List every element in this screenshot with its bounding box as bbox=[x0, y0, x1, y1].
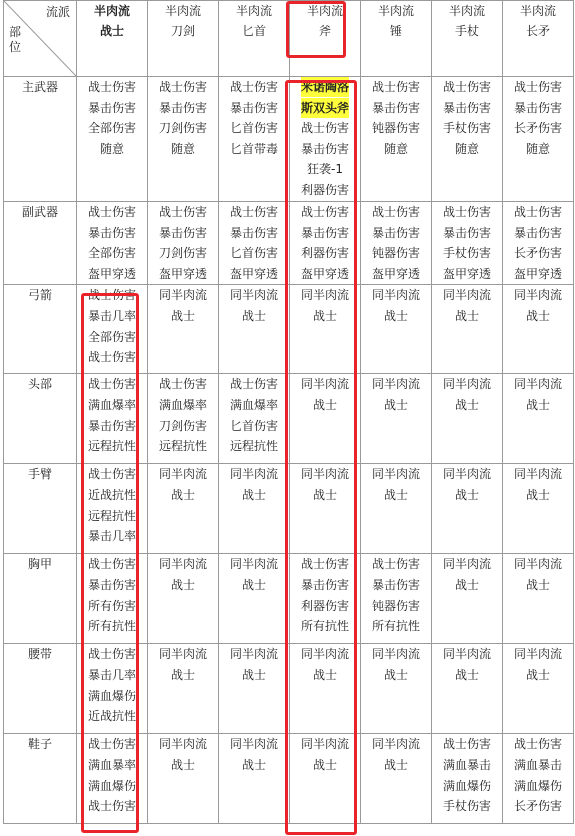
cell-line: 暴击伤害 bbox=[229, 225, 278, 240]
column-header-line: 刀剑 bbox=[170, 24, 195, 38]
cell-line: 暴击伤害 bbox=[87, 577, 136, 592]
cell-line: 长矛伤害 bbox=[513, 121, 562, 136]
cell-line: 随意 bbox=[99, 141, 124, 156]
cell-line: 战士伤害 bbox=[229, 377, 278, 392]
cell-line: 满血暴击 bbox=[513, 757, 562, 772]
cell-line: 战士 bbox=[525, 667, 550, 682]
cell-line: 战士 bbox=[525, 577, 550, 592]
cell-line: 战士 bbox=[241, 308, 266, 323]
cell-line: 暴击伤害 bbox=[87, 100, 136, 115]
table-row-belt bbox=[4, 644, 574, 734]
table-cell-chest-spear bbox=[503, 554, 574, 644]
table-cell-arms-sword bbox=[148, 464, 219, 554]
cell-line: 战士 bbox=[241, 757, 266, 772]
table-cell-head-sword bbox=[148, 374, 219, 464]
cell-line: 远程抗性 bbox=[229, 439, 278, 454]
cell-line: 战士 bbox=[454, 308, 479, 323]
column-header-line: 半肉流 bbox=[448, 4, 485, 18]
table-cell-head-spear bbox=[503, 374, 574, 464]
table-cell-shoes-warrior bbox=[77, 734, 148, 824]
cell-line: 利器伤害 bbox=[300, 598, 349, 613]
cell-line: 同半肉流 bbox=[442, 288, 491, 303]
cell-line: 战士 bbox=[525, 397, 550, 412]
cell-line: 战士 bbox=[454, 577, 479, 592]
cell-line: 同半肉流 bbox=[513, 647, 562, 662]
cell-line: 战士伤害 bbox=[87, 737, 136, 752]
cell-line: 同半肉流 bbox=[229, 647, 278, 662]
cell-line: 战士伤害 bbox=[229, 205, 278, 219]
cell-line: 同半肉流 bbox=[371, 647, 420, 662]
cell-line: 战士 bbox=[170, 577, 195, 592]
cell-line: 战士 bbox=[170, 487, 195, 502]
cell-line: 战士伤害 bbox=[229, 80, 278, 94]
table-cell-shoes-staff bbox=[432, 734, 503, 824]
table-cell-chest-hammer bbox=[361, 554, 432, 644]
cell-line: 近战抗性 bbox=[87, 487, 136, 502]
cell-line: 战士 bbox=[383, 487, 408, 502]
table-cell-main-weapon-warrior bbox=[77, 77, 148, 202]
cell-line: 盔甲穿透 bbox=[158, 266, 207, 281]
corner-label-school: 流派 bbox=[45, 5, 70, 19]
cell-line: 手杖伤害 bbox=[442, 246, 491, 261]
table-cell-chest-dagger bbox=[219, 554, 290, 644]
cell-line: 战士伤害 bbox=[300, 205, 349, 219]
cell-line: 战士 bbox=[312, 667, 337, 682]
cell-line: 战士伤害 bbox=[87, 467, 136, 482]
cell-line: 钝器伤害 bbox=[371, 598, 420, 613]
cell-line: 战士 bbox=[312, 757, 337, 772]
table-row-arms bbox=[4, 464, 574, 554]
table-cell-main-weapon-staff bbox=[432, 77, 503, 202]
cell-line: 暴击伤害 bbox=[300, 577, 349, 592]
column-header-line: 手杖 bbox=[454, 24, 479, 38]
table-cell-head-warrior bbox=[77, 374, 148, 464]
cell-line: 战士 bbox=[312, 487, 337, 502]
cell-line: 同半肉流 bbox=[371, 288, 420, 303]
cell-line: 盔甲穿透 bbox=[229, 266, 278, 281]
column-header-spear bbox=[503, 1, 574, 77]
column-header-axe bbox=[290, 1, 361, 77]
cell-line: 同半肉流 bbox=[442, 647, 491, 662]
table-cell-belt-sword bbox=[148, 644, 219, 734]
cell-line: 战士 bbox=[241, 577, 266, 592]
column-header-line: 斧 bbox=[318, 24, 331, 38]
table-cell-head-axe bbox=[290, 374, 361, 464]
column-header-sword bbox=[148, 1, 219, 77]
table-row-chest bbox=[4, 554, 574, 644]
table-cell-off-weapon-dagger bbox=[219, 202, 290, 285]
cell-line: 同半肉流 bbox=[229, 737, 278, 752]
table-row-off-weapon bbox=[4, 202, 574, 285]
table-cell-bow-warrior bbox=[77, 285, 148, 374]
column-header-warrior bbox=[77, 1, 148, 77]
table-cell-chest-sword bbox=[148, 554, 219, 644]
column-header-line: 半肉流 bbox=[377, 4, 414, 18]
table-cell-bow-sword bbox=[148, 285, 219, 374]
table-row-bow bbox=[4, 285, 574, 374]
cell-line: 同半肉流 bbox=[513, 288, 562, 303]
cell-line: 暴击伤害 bbox=[442, 225, 491, 240]
cell-line: 战士伤害 bbox=[371, 205, 420, 219]
highlighted-item-line bbox=[290, 98, 360, 119]
cell-line: 盔甲穿透 bbox=[87, 266, 136, 281]
cell-line: 满血爆率 bbox=[229, 397, 278, 412]
cell-line: 战士 bbox=[170, 308, 195, 323]
table-cell-belt-axe bbox=[290, 644, 361, 734]
cell-line: 战士 bbox=[454, 397, 479, 412]
cell-line: 暴击几率 bbox=[87, 529, 136, 544]
cell-line: 战士伤害 bbox=[442, 205, 491, 219]
cell-line: 满血爆伤 bbox=[442, 778, 491, 793]
table-cell-bow-staff bbox=[432, 285, 503, 374]
table-cell-belt-warrior bbox=[77, 644, 148, 734]
table-cell-arms-spear bbox=[503, 464, 574, 554]
table-cell-off-weapon-staff bbox=[432, 202, 503, 285]
cell-line: 战士伤害 bbox=[87, 80, 136, 94]
table-cell-arms-hammer bbox=[361, 464, 432, 554]
cell-line: 同半肉流 bbox=[158, 288, 207, 303]
table-cell-off-weapon-hammer bbox=[361, 202, 432, 285]
cell-line: 手杖伤害 bbox=[442, 799, 491, 814]
row-label-arms: 手臂 bbox=[4, 464, 77, 554]
corner-label-slot-line: 位 bbox=[9, 40, 22, 54]
table-row-head bbox=[4, 374, 574, 464]
table-cell-arms-dagger bbox=[219, 464, 290, 554]
cell-line: 钝器伤害 bbox=[371, 246, 420, 261]
cell-line: 战士 bbox=[383, 308, 408, 323]
column-header-dagger bbox=[219, 1, 290, 77]
column-header-line: 半肉流 bbox=[164, 4, 201, 18]
cell-line: 满血爆伤 bbox=[87, 688, 136, 703]
cell-line: 同半肉流 bbox=[513, 557, 562, 572]
table-cell-bow-hammer bbox=[361, 285, 432, 374]
cell-line: 战士伤害 bbox=[513, 80, 562, 94]
table-cell-main-weapon-spear bbox=[503, 77, 574, 202]
cell-line: 随意 bbox=[525, 141, 550, 156]
cell-line: 随意 bbox=[454, 141, 479, 156]
table-cell-shoes-hammer bbox=[361, 734, 432, 824]
cell-line: 刀剑伤害 bbox=[158, 121, 207, 136]
row-label-chest: 胸甲 bbox=[4, 554, 77, 644]
table-cell-shoes-dagger bbox=[219, 734, 290, 824]
cell-line: 战士伤害 bbox=[513, 205, 562, 219]
cell-line: 暴击伤害 bbox=[229, 100, 278, 115]
corner-cell bbox=[4, 1, 77, 77]
cell-line: 暴击伤害 bbox=[300, 225, 349, 240]
table-cell-off-weapon-sword bbox=[148, 202, 219, 285]
cell-line: 同半肉流 bbox=[229, 557, 278, 572]
table-cell-main-weapon-axe bbox=[290, 77, 361, 202]
highlighted-item-name: 米诺陶洛 bbox=[301, 77, 349, 97]
table-cell-off-weapon-spear bbox=[503, 202, 574, 285]
cell-line: 同半肉流 bbox=[300, 647, 349, 662]
cell-line: 战士 bbox=[454, 487, 479, 502]
cell-line: 暴击伤害 bbox=[371, 225, 420, 240]
cell-line: 暴击伤害 bbox=[158, 100, 207, 115]
cell-line: 战士伤害 bbox=[87, 288, 136, 303]
table-cell-main-weapon-dagger bbox=[219, 77, 290, 202]
cell-line: 战士伤害 bbox=[87, 377, 136, 392]
cell-line: 盔甲穿透 bbox=[300, 266, 349, 281]
cell-line: 同半肉流 bbox=[513, 467, 562, 482]
column-header-line: 长矛 bbox=[525, 24, 550, 38]
cell-line: 战士伤害 bbox=[300, 557, 349, 572]
cell-line: 所有抗性 bbox=[300, 619, 349, 634]
cell-line: 盔甲穿透 bbox=[442, 266, 491, 281]
table-cell-shoes-sword bbox=[148, 734, 219, 824]
cell-line: 战士伤害 bbox=[513, 737, 562, 752]
table-cell-head-staff bbox=[432, 374, 503, 464]
cell-line: 同半肉流 bbox=[442, 557, 491, 572]
cell-line: 战士 bbox=[383, 397, 408, 412]
cell-line: 所有抗性 bbox=[87, 619, 136, 634]
cell-line: 战士 bbox=[525, 487, 550, 502]
cell-line: 同半肉流 bbox=[229, 288, 278, 303]
corner-label-slot-line: 部 bbox=[9, 25, 22, 39]
build-table bbox=[3, 0, 574, 824]
row-label-off-weapon: 副武器 bbox=[4, 202, 77, 285]
cell-line: 战士伤害 bbox=[158, 205, 207, 219]
row-label-head: 头部 bbox=[4, 374, 77, 464]
cell-line: 盔甲穿透 bbox=[371, 266, 420, 281]
cell-line: 满血爆率 bbox=[158, 397, 207, 412]
table-cell-belt-spear bbox=[503, 644, 574, 734]
cell-line: 战士伤害 bbox=[87, 557, 136, 572]
cell-line: 全部伤害 bbox=[87, 121, 136, 136]
cell-line: 战士 bbox=[454, 667, 479, 682]
cell-line: 利器伤害 bbox=[300, 182, 349, 197]
table-row-main-weapon bbox=[4, 77, 574, 202]
cell-line: 近战抗性 bbox=[87, 709, 136, 724]
cell-line: 战士伤害 bbox=[442, 80, 491, 94]
cell-line: 同半肉流 bbox=[300, 288, 349, 303]
cell-line: 战士伤害 bbox=[87, 205, 136, 219]
column-header-line: 半肉流 bbox=[235, 4, 272, 18]
cell-line: 同半肉流 bbox=[300, 737, 349, 752]
cell-line: 战士 bbox=[383, 757, 408, 772]
cell-line: 盔甲穿透 bbox=[513, 266, 562, 281]
cell-line: 远程抗性 bbox=[87, 508, 136, 523]
cell-line: 匕首伤害 bbox=[229, 246, 278, 261]
cell-line: 战士伤害 bbox=[442, 737, 491, 752]
cell-line: 同半肉流 bbox=[158, 557, 207, 572]
cell-line: 同半肉流 bbox=[158, 737, 207, 752]
cell-line: 暴击伤害 bbox=[300, 141, 349, 156]
cell-line: 战士 bbox=[312, 308, 337, 323]
cell-line: 暴击伤害 bbox=[442, 100, 491, 115]
cell-line: 战士 bbox=[241, 487, 266, 502]
cell-line: 同半肉流 bbox=[371, 467, 420, 482]
cell-line: 暴击几率 bbox=[87, 308, 136, 323]
cell-line: 战士伤害 bbox=[87, 647, 136, 662]
header-row bbox=[4, 1, 574, 77]
cell-line: 钝器伤害 bbox=[371, 121, 420, 136]
highlighted-item-name: 斯双头斧 bbox=[301, 98, 349, 118]
cell-line: 长矛伤害 bbox=[513, 246, 562, 261]
cell-line: 全部伤害 bbox=[87, 246, 136, 261]
cell-line: 战士伤害 bbox=[300, 121, 349, 136]
table-cell-shoes-axe bbox=[290, 734, 361, 824]
cell-line: 战士伤害 bbox=[87, 799, 136, 814]
cell-line: 满血暴率 bbox=[87, 757, 136, 772]
cell-line: 暴击伤害 bbox=[513, 225, 562, 240]
cell-line: 手杖伤害 bbox=[442, 121, 491, 136]
cell-line: 随意 bbox=[383, 141, 408, 156]
row-label-main-weapon: 主武器 bbox=[4, 77, 77, 202]
table-cell-head-hammer bbox=[361, 374, 432, 464]
cell-line: 同半肉流 bbox=[371, 737, 420, 752]
cell-line: 远程抗性 bbox=[158, 439, 207, 454]
cell-line: 暴击伤害 bbox=[371, 100, 420, 115]
cell-line: 战士伤害 bbox=[158, 80, 207, 94]
cell-line: 同半肉流 bbox=[158, 467, 207, 482]
cell-line: 战士 bbox=[170, 667, 195, 682]
table-cell-arms-warrior bbox=[77, 464, 148, 554]
table-cell-chest-warrior bbox=[77, 554, 148, 644]
table-cell-bow-spear bbox=[503, 285, 574, 374]
table-cell-head-dagger bbox=[219, 374, 290, 464]
table-cell-bow-axe bbox=[290, 285, 361, 374]
cell-line: 同半肉流 bbox=[513, 377, 562, 392]
table-cell-belt-hammer bbox=[361, 644, 432, 734]
row-label-bow: 弓箭 bbox=[4, 285, 77, 374]
table-cell-shoes-spear bbox=[503, 734, 574, 824]
column-header-staff bbox=[432, 1, 503, 77]
cell-line: 战士伤害 bbox=[87, 350, 136, 365]
table-cell-chest-staff bbox=[432, 554, 503, 644]
row-label-shoes: 鞋子 bbox=[4, 734, 77, 824]
column-header-hammer bbox=[361, 1, 432, 77]
cell-line: 战士 bbox=[170, 757, 195, 772]
cell-line: 同半肉流 bbox=[300, 467, 349, 482]
cell-line: 刀剑伤害 bbox=[158, 246, 207, 261]
cell-line: 长矛伤害 bbox=[513, 799, 562, 814]
cell-line: 匕首伤害 bbox=[229, 418, 278, 433]
table-cell-main-weapon-hammer bbox=[361, 77, 432, 202]
column-header-line: 锤 bbox=[389, 24, 402, 38]
cell-line: 暴击伤害 bbox=[87, 225, 136, 240]
table-cell-arms-staff bbox=[432, 464, 503, 554]
cell-line: 战士 bbox=[241, 667, 266, 682]
column-header-line: 半肉流 bbox=[306, 4, 343, 18]
cell-line: 满血爆伤 bbox=[87, 778, 136, 793]
cell-line: 暴击几率 bbox=[87, 667, 136, 682]
cell-line: 暴击伤害 bbox=[371, 577, 420, 592]
cell-line: 战士伤害 bbox=[371, 80, 420, 94]
cell-line: 匕首伤害 bbox=[229, 121, 278, 136]
cell-line: 战士 bbox=[525, 308, 550, 323]
cell-line: 刀剑伤害 bbox=[158, 418, 207, 433]
cell-line: 同半肉流 bbox=[442, 467, 491, 482]
table-cell-arms-axe bbox=[290, 464, 361, 554]
column-header-line: 战士 bbox=[99, 24, 124, 38]
cell-line: 满血爆率 bbox=[87, 397, 136, 412]
cell-line: 满血暴击 bbox=[442, 757, 491, 772]
cell-line: 随意 bbox=[170, 141, 195, 156]
cell-line: 狂袭-1 bbox=[307, 162, 343, 177]
cell-line: 利器伤害 bbox=[300, 246, 349, 261]
table-cell-bow-dagger bbox=[219, 285, 290, 374]
cell-line: 同半肉流 bbox=[442, 377, 491, 392]
cell-line: 全部伤害 bbox=[87, 329, 136, 344]
cell-line: 战士 bbox=[383, 667, 408, 682]
cell-line: 暴击伤害 bbox=[158, 225, 207, 240]
table-cell-belt-staff bbox=[432, 644, 503, 734]
column-header-line: 半肉流 bbox=[93, 4, 130, 18]
cell-line: 所有伤害 bbox=[87, 598, 136, 613]
cell-line: 战士伤害 bbox=[371, 557, 420, 572]
cell-line: 同半肉流 bbox=[158, 647, 207, 662]
cell-line: 暴击伤害 bbox=[513, 100, 562, 115]
cell-line: 暴击伤害 bbox=[87, 418, 136, 433]
corner-label-slot bbox=[9, 25, 21, 55]
cell-line: 匕首带毒 bbox=[229, 141, 278, 156]
column-header-line: 半肉流 bbox=[519, 4, 556, 18]
table-body bbox=[4, 77, 574, 824]
highlighted-item-line bbox=[290, 77, 360, 98]
column-header-line: 匕首 bbox=[241, 24, 266, 38]
table-cell-off-weapon-warrior bbox=[77, 202, 148, 285]
table-cell-belt-dagger bbox=[219, 644, 290, 734]
table-cell-main-weapon-sword bbox=[148, 77, 219, 202]
cell-line: 同半肉流 bbox=[229, 467, 278, 482]
cell-line: 远程抗性 bbox=[87, 439, 136, 454]
row-label-belt: 腰带 bbox=[4, 644, 77, 734]
cell-line: 同半肉流 bbox=[300, 377, 349, 392]
table-row-shoes bbox=[4, 734, 574, 824]
table-cell-off-weapon-axe bbox=[290, 202, 361, 285]
table-cell-chest-axe bbox=[290, 554, 361, 644]
cell-line: 所有抗性 bbox=[371, 619, 420, 634]
cell-line: 战士 bbox=[312, 397, 337, 412]
cell-line: 战士伤害 bbox=[158, 377, 207, 392]
cell-line: 同半肉流 bbox=[371, 377, 420, 392]
cell-line: 满血爆伤 bbox=[513, 778, 562, 793]
